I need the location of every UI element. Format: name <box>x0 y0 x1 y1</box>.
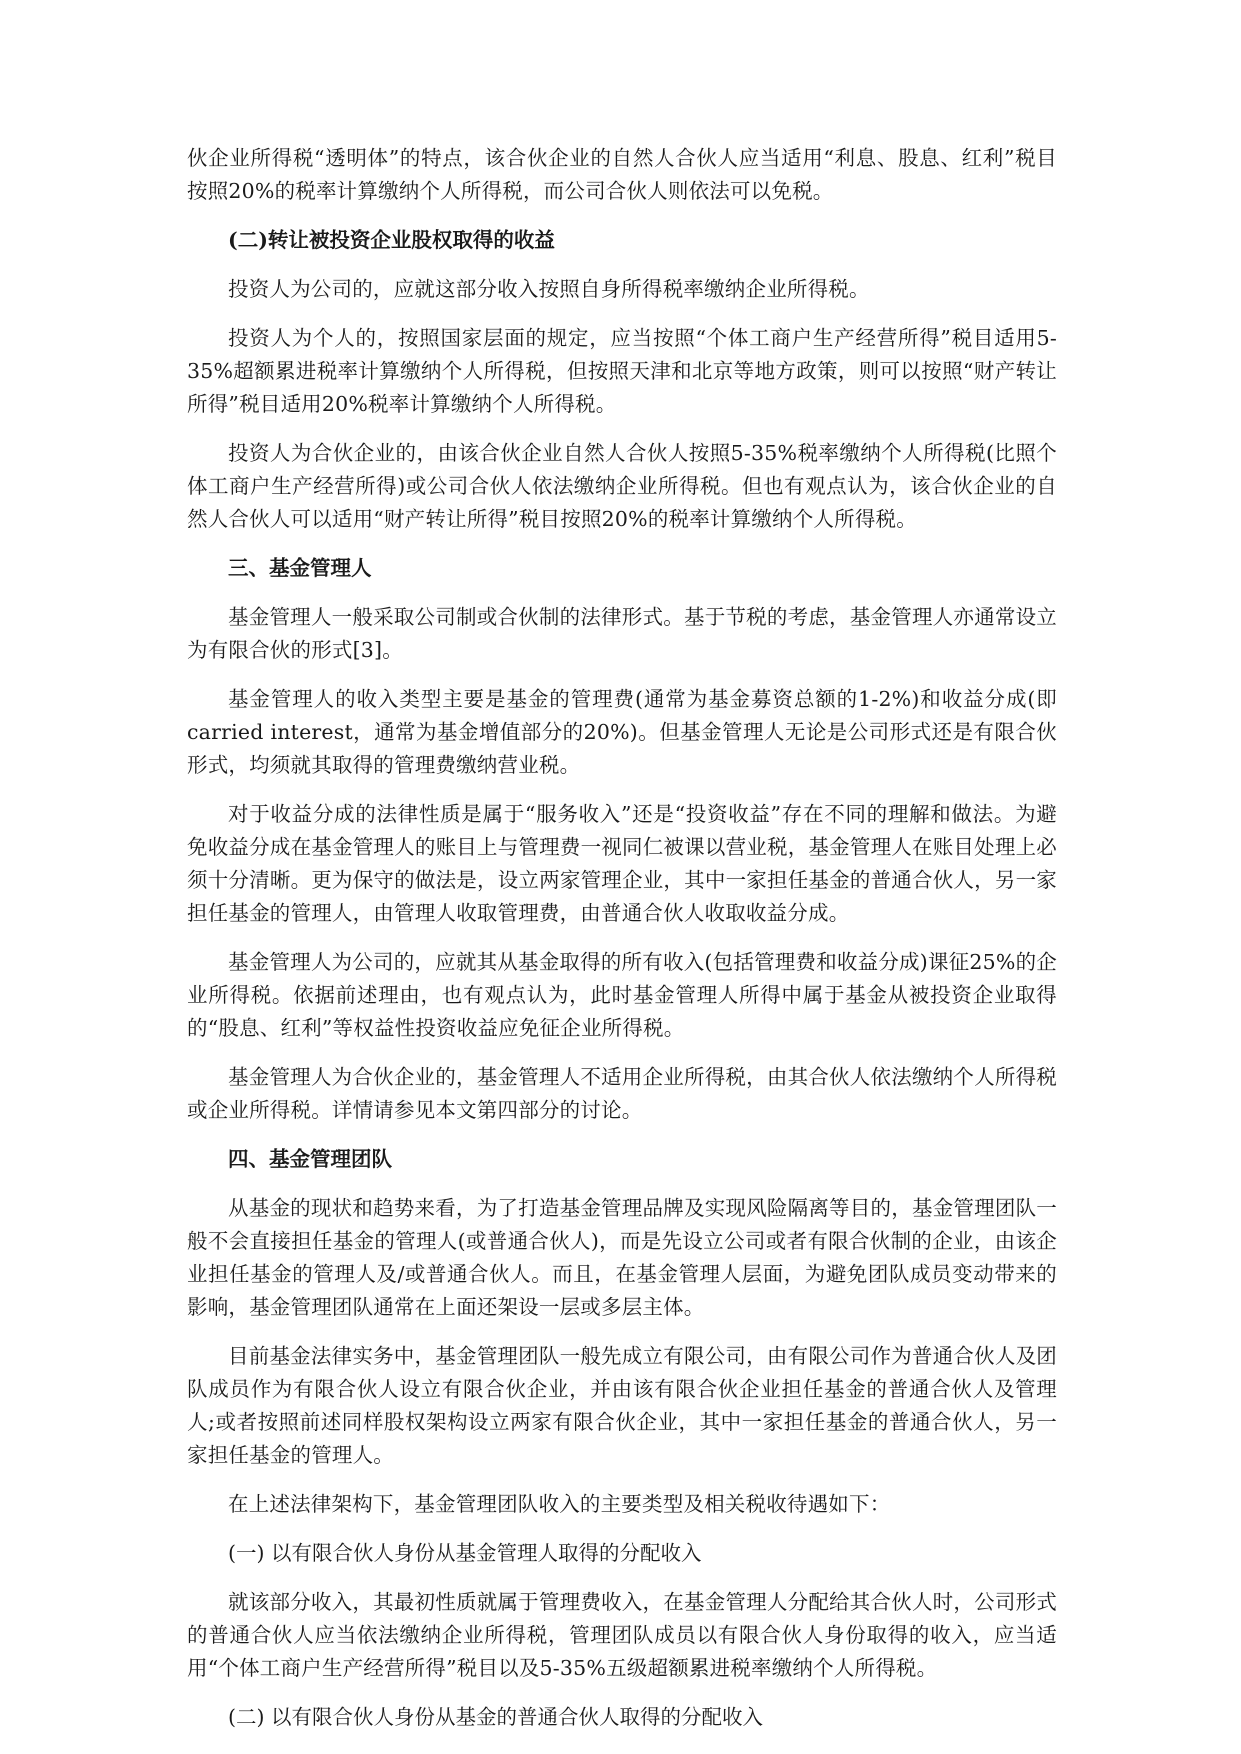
paragraph: 投资人为公司的，应就这部分收入按照自身所得税率缴纳企业所得税。 <box>228 277 870 301</box>
paragraph: 投资人为合伙企业的，由该合伙企业自然人合伙人按照5-35%税率缴纳个人所得税(比照个体工商户生产经营所得)或公司合伙人依法缴纳企业所得税。但也有观点认为，该合伙企业的自然人合伙人可以适用“财产转让所得”税目按照20%的税率计算缴纳个人所得税。 <box>187 441 1057 531</box>
paragraph: 投资人为个人的，按照国家层面的规定，应当按照“个体工商户生产经营所得”税目适用5-35%超额累进税率计算缴纳个人所得税，但按照天津和北京等地方政策，则可以按照“财产转让所得”税目适用20%税率计算缴纳个人所得税。 <box>187 326 1057 416</box>
paragraph: 基金管理人为合伙企业的，基金管理人不适用企业所得税，由其合伙人依法缴纳个人所得税或企业所得税。详情请参见本文第四部分的讨论。 <box>187 1065 1057 1122</box>
paragraph: 基金管理人的收入类型主要是基金的管理费(通常为基金募资总额的1-2%)和收益分成(即carried interest，通常为基金增值部分的20%)。但基金管理人无论是公司形式还是有限合伙形式，均须就其取得的管理费缴纳营业税。 <box>187 687 1057 777</box>
paragraph: 目前基金法律实务中，基金管理团队一般先成立有限公司，由有限公司作为普通合伙人及团队成员作为有限合伙人设立有限合伙企业，并由该有限合伙企业担任基金的普通合伙人及管理人;或者按照前述同样股权架构设立两家有限合伙企业，其中一家担任基金的普通合伙人，另一家担任基金的管理人。 <box>187 1344 1057 1467</box>
section-heading: 三、基金管理人 <box>228 556 372 580</box>
section-heading: (二)转让被投资企业股权取得的收益 <box>228 228 555 252</box>
paragraph: 基金管理人为公司的，应就其从基金取得的所有收入(包括管理费和收益分成)课征25%的企业所得税。依据前述理由，也有观点认为，此时基金管理人所得中属于基金从被投资企业取得的“股息、红利”等权益性投资收益应免征企业所得税。 <box>187 950 1057 1040</box>
paragraph: 在上述法律架构下，基金管理团队收入的主要类型及相关税收待遇如下： <box>228 1492 891 1516</box>
subsection-heading: (二) 以有限合伙人身份从基金的普通合伙人取得的分配收入 <box>228 1705 764 1729</box>
paragraph: 对于收益分成的法律性质是属于“服务收入”还是“投资收益”存在不同的理解和做法。为避免收益分成在基金管理人的账目上与管理费一视同仁被课以营业税，基金管理人在账目处理上必须十分清晰。更为保守的做法是，设立两家管理企业，其中一家担任基金的普通合伙人，另一家担任基金的管理人，由管理人收取管理费，由普通合伙人收取收益分成。 <box>187 802 1057 925</box>
paragraph: 伙企业所得税“透明体”的特点，该合伙企业的自然人合伙人应当适用“利息、股息、红利”税目按照20%的税率计算缴纳个人所得税，而公司合伙人则依法可以免税。 <box>187 146 1057 203</box>
section-heading: 四、基金管理团队 <box>228 1147 392 1171</box>
paragraph: 就该部分收入，其最初性质就属于管理费收入，在基金管理人分配给其合伙人时，公司形式的普通合伙人应当依法缴纳企业所得税，管理团队成员以有限合伙人身份取得的收入，应当适用“个体工商户生产经营所得”税目以及5-35%五级超额累进税率缴纳个人所得税。 <box>187 1590 1057 1680</box>
subsection-heading: (一) 以有限合伙人身份从基金管理人取得的分配收入 <box>228 1541 702 1565</box>
paragraph: 基金管理人一般采取公司制或合伙制的法律形式。基于节税的考虑，基金管理人亦通常设立为有限合伙的形式[3]。 <box>187 605 1057 662</box>
paragraph: 从基金的现状和趋势来看，为了打造基金管理品牌及实现风险隔离等目的，基金管理团队一般不会直接担任基金的管理人(或普通合伙人)，而是先设立公司或者有限合伙制的企业，由该企业担任基金的管理人及/或普通合伙人。而且，在基金管理人层面，为避免团队成员变动带来的影响，基金管理团队通常在上面还架设一层或多层主体。 <box>187 1196 1057 1319</box>
document-page <box>187 142 1057 1734</box>
